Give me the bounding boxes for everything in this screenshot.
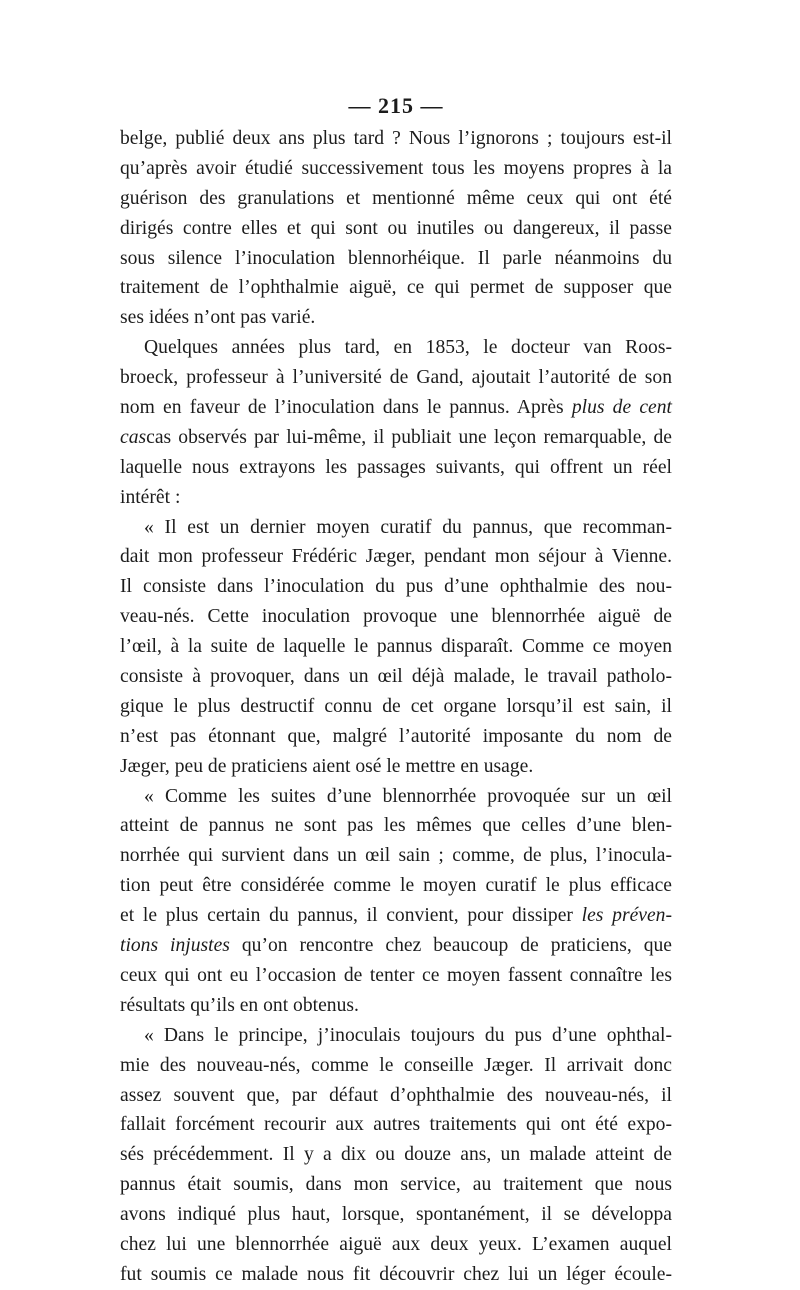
text-line: ses idées n’ont pas varié.: [120, 307, 316, 329]
text-line: belge, publié deux ans plus tard ? Nous l’ignorons ; toujours est-il: [120, 128, 672, 149]
page-body-text: [120, 124, 672, 1290]
text-fragment: nom en faveur de l’inoculation dans le pannus. Après: [120, 397, 572, 419]
italic-fragment: plus de cent: [571, 397, 672, 419]
text-line: [120, 931, 672, 961]
text-line: [120, 393, 672, 423]
text-line: Il consiste dans l’inoculation du pus d’une ophthalmie des nou-: [120, 576, 672, 598]
text-line: mie des nouveau-nés, comme le conseille Jæger. Il arrivait donc: [120, 1054, 672, 1076]
text-line: norrhée qui survient dans un œil sain ; comme, de plus, l’inocula-: [120, 845, 672, 867]
text-fragment: et le plus certain du pannus, il convient, pour dissiper: [120, 905, 582, 927]
text-line: qu’après avoir étudié successivement tous les moyens propres à la: [120, 157, 672, 179]
text-line: intérêt :: [120, 486, 181, 508]
text-line: n’est pas étonnant que, malgré l’autorité imposante du nom de: [120, 725, 672, 747]
text-line: fallait forcément recourir aux autres traitements qui ont été expo-: [120, 1114, 672, 1136]
text-line: tion peut être considérée comme le moyen curatif le plus efficace: [120, 875, 672, 897]
text-line: Quelques années plus tard, en 1853, le docteur van Roos-: [144, 337, 672, 359]
text-line: veau-nés. Cette inoculation provoque une blennorrhée aiguë de: [120, 606, 672, 628]
text-line: Jæger, peu de praticiens aient osé le mettre en usage.: [120, 755, 534, 777]
text-line: atteint de pannus ne sont pas les mêmes que celles d’une blen-: [120, 815, 672, 837]
text-line: laquelle nous extrayons les passages suivants, qui offrent un réel: [120, 456, 672, 478]
text-line: [120, 423, 672, 453]
text-fragment: qu’on rencontre chez beaucoup de praticiens, que: [241, 935, 672, 957]
text-line: dait mon professeur Frédéric Jæger, pendant mon séjour à Vienne.: [120, 546, 672, 568]
page-number: — 215 —: [348, 93, 444, 118]
italic-fragment: les préven-: [581, 905, 673, 927]
text-line: chez lui une blennorrhée aiguë aux deux yeux. L’examen auquel: [120, 1233, 672, 1255]
italic-fragment: tions injustes: [120, 935, 230, 957]
text-line: sous silence l’inoculation blennorhéique. Il parle néanmoins du: [120, 247, 672, 269]
text-line: [120, 901, 672, 931]
text-line: « Dans le principe, j’inoculais toujours du pus d’une ophthal-: [144, 1024, 672, 1046]
text-line: pannus était soumis, dans mon service, au traitement que nous: [120, 1174, 672, 1196]
text-fragment: cas observés par lui-même, il publiait une leçon remarquable, de: [146, 426, 672, 448]
text-line: l’œil, à la suite de laquelle le pannus disparaît. Comme ce moyen: [120, 636, 672, 658]
book-page: [120, 88, 672, 1290]
text-line: « Il est un dernier moyen curatif du pannus, que recomman-: [144, 516, 672, 538]
text-line: sés précédemment. Il y a dix ou douze ans, un malade atteint de: [120, 1144, 672, 1166]
text-line: consiste à provoquer, dans un œil déjà malade, le travail patholo-: [120, 666, 672, 688]
text-line: fut soumis ce malade nous fit découvrir chez lui un léger écoule-: [120, 1263, 672, 1285]
text-line: résultats qu’ils en ont obtenus.: [120, 994, 359, 1016]
italic-fragment: cas: [120, 426, 147, 448]
text-line: ceux qui ont eu l’occasion de tenter ce moyen fassent connaître les: [120, 964, 672, 986]
text-line: broeck, professeur à l’université de Gand, ajoutait l’autorité de son: [120, 367, 672, 389]
text-line: gique le plus destructif connu de cet organe lorsqu’il est sain, il: [120, 695, 672, 717]
text-line: traitement de l’ophthalmie aiguë, ce qui permet de supposer que: [120, 277, 672, 299]
text-line: dirigés contre elles et qui sont ou inutiles ou dangereux, il passe: [120, 217, 672, 239]
text-line: « Comme les suites d’une blennorrhée provoquée sur un œil: [144, 785, 672, 807]
text-line: avons indiqué plus haut, lorsque, spontanément, il se développa: [120, 1204, 672, 1226]
text-line: guérison des granulations et mentionné même ceux qui ont été: [120, 187, 672, 209]
text-line: assez souvent que, par défaut d’ophthalmie des nouveau-nés, il: [120, 1084, 672, 1106]
